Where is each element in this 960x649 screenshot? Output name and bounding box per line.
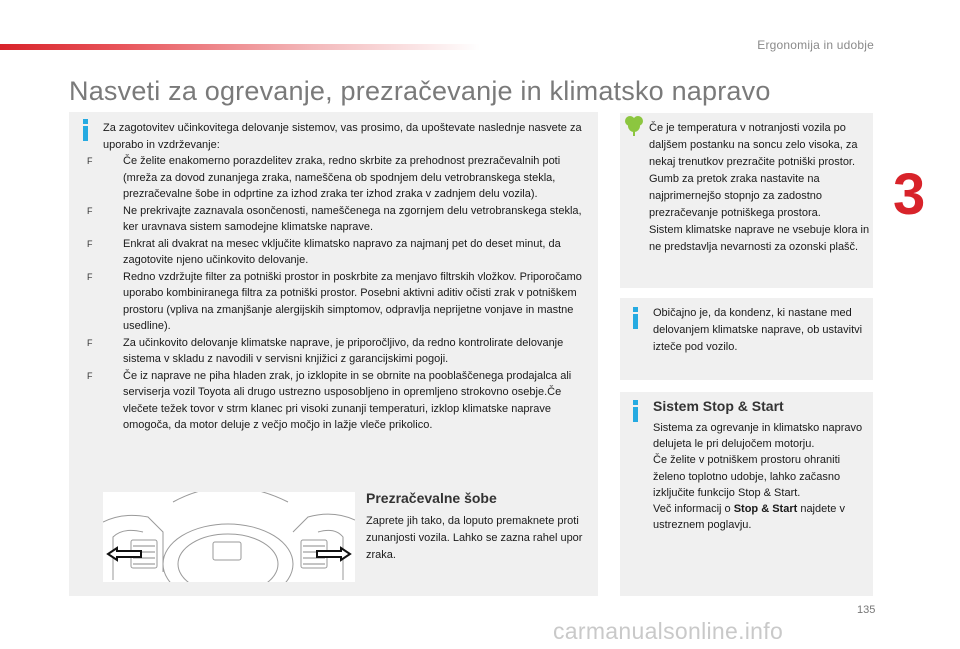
list-item: F Ne prekrivajte zaznavala osončenosti, nameščenega na zgornjem delu vetrobranskega stekla, ker uravnava sistem samodejne klimatske naprave.	[87, 204, 582, 233]
header-accent-bar	[0, 44, 480, 50]
list-item: F Redno vzdržujte filter za potniški prostor in poskrbite za menjavo filtrskih vložkov. Priporočamo uporabo kombiniranega filtra za potniški prostor. Posebni aktivni aditiv očisti zrak v potniškem prostoru (vpliva na zmanjšanje alergijskih simptomov, odpravlja neprijetne vonjave in mastne usedline).	[87, 270, 582, 332]
info-icon	[632, 400, 639, 422]
eco-leaf-icon	[625, 115, 643, 137]
section-title: Ergonomija in udobje	[757, 38, 874, 52]
list-item: F Enkrat ali dvakrat na mesec vključite klimatsko napravo za najmanj pet do deset minut, da zagotovite njeno učinkovito delovanje.	[87, 237, 561, 266]
bullet-icon: F	[87, 205, 93, 216]
list-item: F Če iz naprave ne piha hladen zrak, jo izklopite in se obrnite na pooblaščenega prodajalca ali serviserja vozil Toyota ali drugo ustrezno usposobljeno in opremljeno strokovno osebje.Če vlečete težek tovor v strm klanec pri visoki zunanji temperaturi, izklop klimatske naprave omogoča, da motor deluje z večjo močjo in lažje vleče prikolico.	[87, 369, 572, 431]
eco-text: Če je temperatura v notranjosti vozila po daljšem postanku na soncu zelo visoka, za nekaj trenutkov prezračite potniški prostor. Gumb za pretok zraka nastavite na najprimernejšo stopnjo za zadostno prezračevanje potniškega prostora. Sistem klimatske naprave ne vsebuje klora in ne predstavlja nevarnosti za ozonski plašč.	[649, 122, 870, 253]
stop-start-emphasis: Stop & Start	[733, 503, 798, 516]
stop-start-text: Sistema za ogrevanje in klimatsko napravo delujeta le pri delujočem motorju. Če želite v potniškem prostoru ohraniti želeno toplotno udobje, lahko začasno izključite funkcijo Stop & Start. Več informacij o Stop & Start najdete v ustreznem poglavju.	[653, 422, 863, 532]
list-item: F Če želite enakomerno porazdelitev zraka, redno skrbite za prehodnost prezračevalnih poti (mreža za dovod zunanjega zraka, nameščena ob spodnjem delu vetrobranskega stekla, prezračevalne šobe in odprtine za izhod zraka ter izhod zraka v zadnjem delu vozila).	[87, 155, 561, 200]
condensate-text: Običajno je, da kondenz, ki nastane med delovanjem klimatske naprave, ob ustavitvi izteče pod vozilo.	[653, 307, 863, 353]
air-vents-illustration	[103, 492, 355, 582]
vents-title: Prezračevalne šobe	[366, 490, 497, 506]
watermark: carmanualsonline.info	[553, 618, 784, 644]
info-icon	[632, 307, 639, 329]
bullet-icon: F	[87, 337, 93, 348]
info-icon	[82, 119, 89, 141]
page-number: 135	[857, 604, 876, 616]
advice-bullet-list	[87, 153, 592, 434]
bullet-icon: F	[87, 271, 93, 282]
list-item: F Za učinkovito delovanje klimatske naprave, je priporočljivo, da redno kontrolirate delovanje sistema v skladu z navodili v servisni knjižici z garancijskimi pogoji.	[87, 336, 564, 365]
vents-text: Zaprete jih tako, da loputo premaknete proti zunanjosti vozila. Lahko se zazna rahel upor zraka.	[366, 515, 583, 561]
bullet-icon: F	[87, 156, 93, 166]
bullet-icon: F	[87, 370, 93, 381]
stop-start-title: Sistem Stop & Start	[653, 398, 784, 414]
page-heading: Nasveti za ogrevanje, prezračevanje in klimatsko napravo	[69, 76, 771, 106]
bullet-icon: F	[87, 238, 93, 249]
main-intro-text: Za zagotovitev učinkovitega delovanje sistemov, vas prosimo, da upoštevate naslednje nasvete za uporabo in vzdrževanje:	[103, 122, 582, 151]
chapter-number: 3	[893, 162, 926, 227]
